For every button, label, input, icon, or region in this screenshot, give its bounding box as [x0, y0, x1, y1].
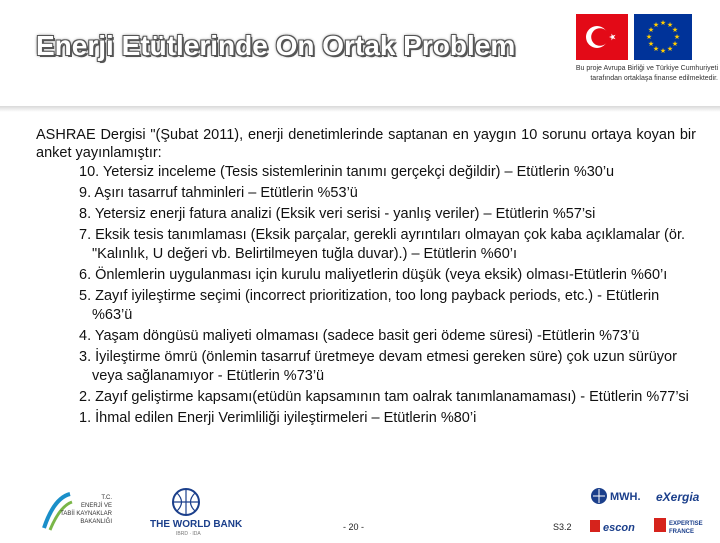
list-item: 8. Yetersiz enerji fatura analizi (Eksik veri serisi - yanlış veriler) – Etütlerin %57’si — [79, 206, 596, 223]
escon-logo — [590, 514, 650, 538]
svg-text:★: ★ — [659, 20, 667, 27]
ministry-line-4: BAKANLIĞI — [80, 519, 112, 525]
exergia-logo — [656, 486, 712, 508]
list-item: 9. Aşırı tasarruf tahminleri – Etütlerin %53’ü — [79, 184, 358, 201]
intro-paragraph: ASHRAE Dergisi "(Şubat 2011), enerji denetimlerinde saptanan en yaygın 10 sorunu ortaya koyan bir anket yayınlamıştır: — [36, 127, 696, 162]
svg-text:★: ★ — [647, 41, 655, 48]
ef-line-1: EXPERTISE — [669, 521, 703, 527]
eu-flag-icon — [634, 14, 692, 60]
list-item: 6. Önlemlerin uygulanması için kurulu maliyetlerin düşük (veya eksik) olması-Etütlerin %60’ı — [79, 267, 668, 284]
ministry-line-3: TABİİ KAYNAKLAR — [60, 511, 112, 517]
svg-text:★: ★ — [659, 48, 667, 55]
escon-text: escon — [603, 522, 635, 534]
list-item: 5. Zayıf iyileştirme seçimi (incorrect prioritization, too long payback periods, etc.) - Etütlerin %63’ü — [79, 288, 660, 323]
slide-body — [36, 126, 696, 430]
world-bank-subtext: IBRD · IDA — [176, 531, 201, 536]
svg-text:★: ★ — [671, 41, 679, 48]
svg-text:★: ★ — [673, 34, 681, 41]
svg-text:★: ★ — [666, 22, 674, 29]
expertise-france-logo — [654, 514, 714, 538]
header-divider — [0, 106, 720, 112]
list-item: 7. Eksik tesis tanımlaması (Eksik parçalar, gerekli ayrıntıları olmayan çok kaba açıklamalar (ör. "Kalınlık, U değeri vb. Belirtilmeyen tuğla duvar).) – Etütlerin %60’ı — [79, 227, 685, 262]
mwh-text: MWH. — [610, 491, 641, 503]
list-item: 10. Yetersiz inceleme (Tesis sistemlerinin tanımı gerçekçi değildir) – Etütlerin %30’u — [79, 163, 615, 180]
mwh-logo — [590, 486, 654, 506]
slide-header — [0, 0, 720, 108]
ministry-line-2: ENERJİ VE — [80, 503, 112, 509]
ministry-line-1: T.C. — [101, 495, 112, 501]
problem-list — [36, 163, 696, 428]
list-item: 1. İhmal edilen Enerji Verimliliği iyileştirmeleri – Etütlerin %80’i — [79, 410, 477, 427]
svg-text:★: ★ — [652, 22, 660, 29]
page-number: - 20 - — [343, 522, 365, 532]
funding-disclaimer: Bu proje Avrupa Birliği ve Türkiye Cumhuriyeti tarafından ortaklaşa finanse edilmektedir. — [575, 65, 718, 82]
slide-footer — [0, 470, 720, 540]
ministry-logo — [40, 488, 112, 536]
svg-text:★: ★ — [666, 46, 674, 53]
exergia-text: eXergia — [656, 490, 700, 504]
slide-code: S3.2 — [553, 522, 572, 532]
list-item: 2. Zayıf geliştirme kapsamı(etüdün kapsamının tam oalrak tanımlanamaması) - Etütlerin %77’si — [79, 388, 689, 405]
svg-text:★: ★ — [647, 27, 655, 34]
world-bank-text: THE WORLD BANK — [150, 519, 243, 530]
svg-text:★: ★ — [671, 27, 679, 34]
turkey-flag-icon — [576, 14, 628, 60]
svg-text:★: ★ — [645, 34, 653, 41]
slide-title: Enerji Etütlerinde On Ortak Problem — [36, 30, 516, 61]
ef-line-2: FRANCE — [669, 529, 694, 535]
world-bank-logo — [148, 486, 258, 536]
list-item: 4. Yaşam döngüsü maliyeti olmaması (sadece basit geri ödeme süresi) -Etütlerin %73’ü — [79, 327, 640, 344]
list-item: 3. İyileştirme ömrü (önlemin tasarruf üretmeye devam etmesi gereken süre) çok uzun sürüyor veya sağlanamıyor - Etütlerin %73’ü — [79, 349, 677, 384]
svg-text:★: ★ — [652, 46, 660, 53]
